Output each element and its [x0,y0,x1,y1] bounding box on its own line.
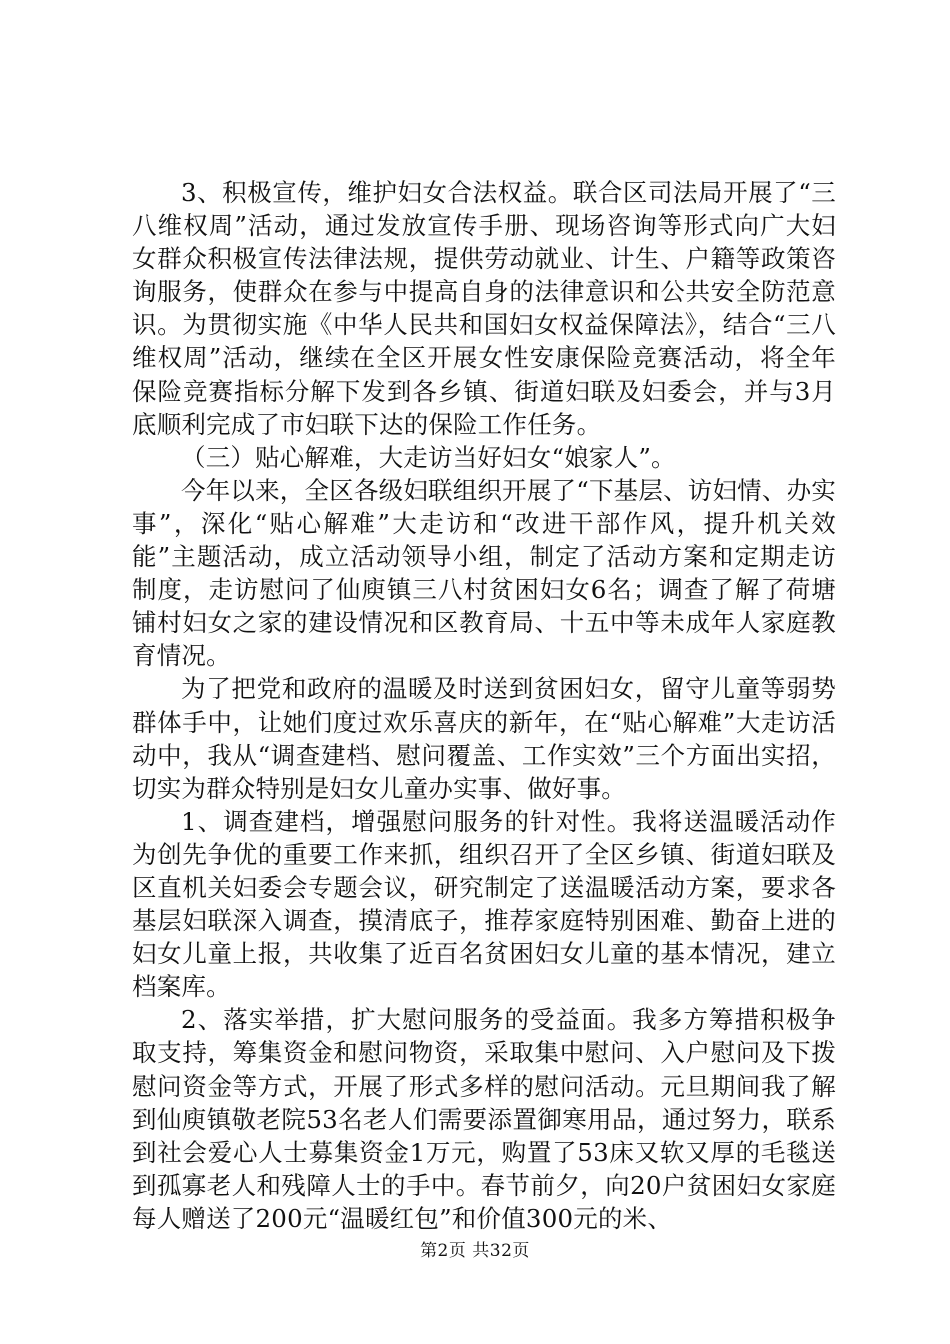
page-footer: 第2页 共32页 [420,1241,530,1261]
section-heading-3: （三）贴心解难，大走访当好妇女“娘家人”。 [181,442,676,472]
paragraph-publicity-rights: 3、积极宣传，维护妇女合法权益。联合区司法局开展了“三八维权周”活动，通过发放宣传手册、现场咨询等形式向广大妇女群众积极宣传法律法规，提供劳动就业、计生、户籍等政策咨询服务，使群众在参与中提高自身的法律意识和公共安全防范意识。为贯彻实施《中华人民共和国妇女权益保障法》，结合“三八维权周”活动，继续在全区开展女性安康保险竞赛活动，将全年保险竞赛指标分解下发到各乡镇、街道妇联及妇委会，并与3月底顺利完成了市妇联下达的保险工作任务。 [132,178,836,439]
paragraph-visits: 今年以来，全区各级妇联组织开展了“下基层、访妇情、办实事”，深化“贴心解难”大走访和“改进干部作风，提升机关效能”主题活动，成立活动领导小组，制定了活动方案和定期走访制度，走访慰问了仙庾镇三八村贫困妇女6名；调查了解了荷塘铺村妇女之家的建设情况和区教育局、十五中等未成年人家庭教育情况。 [132,475,836,671]
paragraph-warmth: 为了把党和政府的温暖及时送到贫困妇女，留守儿童等弱势群体手中，让她们度过欢乐喜庆的新年，在“贴心解难”大走访活动中，我从“调查建档、慰问覆盖、工作实效”三个方面出实招，切实为群众特别是妇女儿童办实事、做好事。 [132,674,836,803]
paragraph-measures: 2、落实举措，扩大慰问服务的受益面。我多方筹措积极争取支持，筹集资金和慰问物资，采取集中慰问、入户慰问及下拨慰问资金等方式，开展了形式多样的慰问活动。元旦期间我了解到仙庾镇敬老院53名老人们需要添置御寒用品，通过努力，联系到社会爱心人士募集资金1万元，购置了53床又软又厚的毛毯送到孤寡老人和残障人士的手中。春节前夕，向20户贫困妇女家庭每人赠送了200元“温暖红包”和价值300元的米、 [132,1005,836,1233]
document-body [132,176,836,1235]
paragraph-investigation: 1、调查建档，增强慰问服务的针对性。我将送温暖活动作为创先争优的重要工作来抓，组织召开了全区乡镇、街道妇联及区直机关妇委会专题会议，研究制定了送温暖活动方案，要求各基层妇联深入调查，摸清底子，推荐家庭特别困难、勤奋上进的妇女儿童上报，共收集了近百名贫困妇女儿童的基本情况，建立档案库。 [132,806,836,1002]
